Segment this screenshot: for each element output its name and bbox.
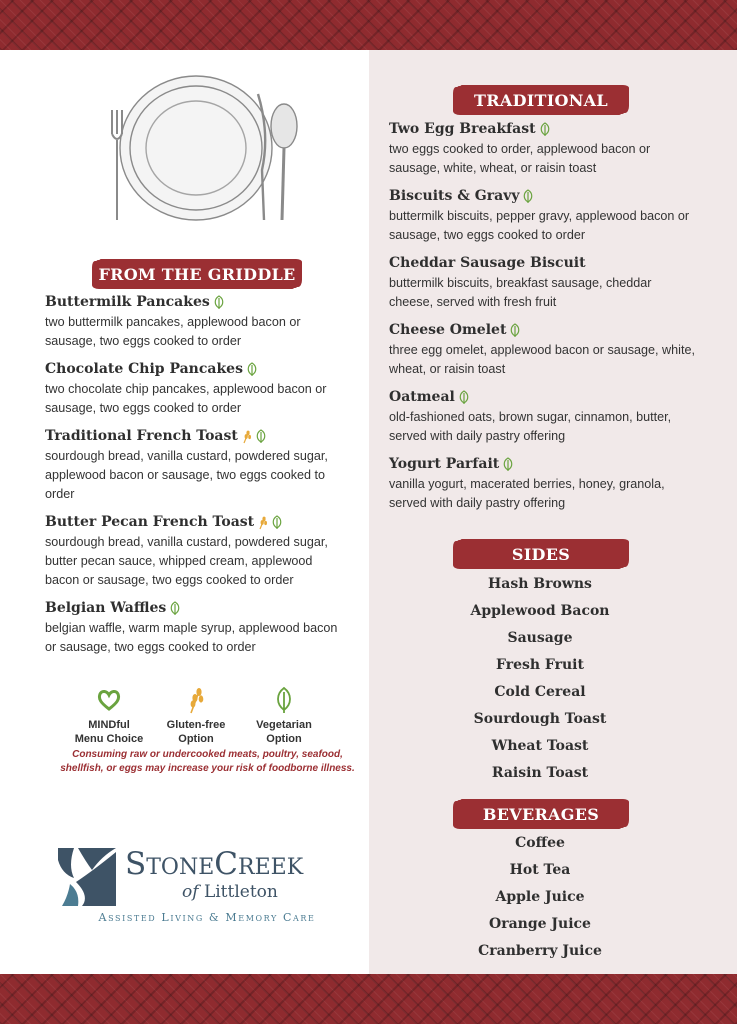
legend-line: Menu Choice [74,733,144,745]
item-name: Belgian Waffles [45,600,167,616]
logo-wordmark [125,846,345,882]
beverage-item: Orange Juice [489,916,591,932]
side-item: Raisin Toast [491,765,589,781]
item-name: Butter Pecan French Toast [45,514,255,530]
legend-line: Gluten-free [166,719,226,731]
beverages-heading: BEVERAGES [456,800,626,828]
wheat-icon [257,515,268,530]
side-item: Sourdough Toast [473,711,607,727]
logo-letter: S [125,846,147,882]
griddle-heading: FROM THE GRIDDLE [95,260,299,288]
side-item: Sausage [507,630,573,646]
traditional-heading: TRADITIONAL [456,86,626,114]
menu-item [389,387,699,446]
item-description: buttermilk biscuits, pepper gravy, applewood bacon or sausage, two eggs cooked to order [389,209,690,242]
beverages-list [400,830,680,965]
sides-list [400,571,680,787]
item-name: Cheddar Sausage Biscuit [389,255,586,271]
item-name: Biscuits & Gravy [389,188,520,204]
menu-item [389,253,699,312]
item-description: belgian waffle, warm maple syrup, applewood bacon or sausage, two eggs cooked to order [45,621,338,654]
menu-item [45,598,350,657]
menu-item [45,359,350,418]
leaf-icon [539,122,551,137]
item-name: Yogurt Parfait [389,456,500,472]
logo-letters: TONE [146,855,215,880]
disclaimer-line: shellfish, or eggs may increase your risk of foodborne illness. [60,763,355,774]
menu-item [389,320,699,379]
plate-illustration [104,74,300,230]
item-name: Traditional French Toast [45,428,238,444]
menu-item [389,119,699,178]
menu-item [45,292,350,351]
beverage-item: Apple Juice [495,889,585,905]
leaf-icon [502,457,514,472]
beverage-item: Coffee [515,835,565,851]
item-name: Two Egg Breakfast [389,121,536,137]
menu-item [45,512,350,590]
legend-line: Option [178,733,214,745]
leaf-icon [458,390,470,405]
legend-line: Option [266,733,302,745]
heart-icon [97,689,121,711]
logo-of: of [182,882,199,902]
leaf-icon [271,515,283,530]
menu-item [389,454,699,513]
legend-vegetarian [239,686,329,746]
item-description: two eggs cooked to order, applewood bacon or sausage, white, wheat, or raisin toast [389,142,651,175]
item-name: Buttermilk Pancakes [45,294,210,310]
legend-line: Vegetarian [256,719,312,731]
stonecreek-logo-mark [56,848,118,906]
side-item: Wheat Toast [491,738,589,754]
item-description: two chocolate chip pancakes, applewood bacon or sausage, two eggs cooked to order [45,382,327,415]
item-description: vanilla yogurt, macerated berries, honey, granola, served with daily pastry offering [389,477,665,510]
tagline-text: Assisted Living & Memory Care [98,911,316,924]
item-name: Cheese Omelet [389,322,507,338]
side-item: Hash Browns [488,576,592,592]
legend-line: MINDful [88,719,130,731]
logo-tagline [76,911,338,924]
item-name: Chocolate Chip Pancakes [45,361,243,377]
bottom-pattern-band [0,974,737,1024]
legend-gluten-free [151,686,241,746]
leaf-icon [246,362,258,377]
leaf-icon [275,686,293,714]
item-description: sourdough bread, vanilla custard, powdered sugar, butter pecan sauce, whipped cream, applewood bacon or sausage, two eggs cooked to order [45,535,328,587]
item-description: buttermilk biscuits, breakfast sausage, cheddar cheese, served with fresh fruit [389,276,652,309]
legend-mindful [64,686,154,746]
item-description: old-fashioned oats, brown sugar, cinnamon, butter, served with daily pastry offering [389,410,672,443]
item-description: two buttermilk pancakes, applewood bacon or sausage, two eggs cooked to order [45,315,301,348]
food-safety-disclaimer [40,748,375,776]
item-name: Oatmeal [389,389,455,405]
leaf-icon [509,323,521,338]
sides-heading: SIDES [456,540,626,568]
logo-place: Littleton [203,882,278,902]
side-item: Cold Cereal [494,684,586,700]
beverage-item: Hot Tea [509,862,571,878]
logo-letter: C [214,846,239,882]
leaf-icon [255,429,267,444]
side-item: Fresh Fruit [496,657,584,673]
logo-letters: REEK [238,855,304,880]
item-description: sourdough bread, vanilla custard, powdered sugar, applewood bacon or sausage, two eggs cooked to order [45,449,328,501]
item-description: three egg omelet, applewood bacon or sausage, white, wheat, or raisin toast [389,343,695,376]
menu-item [45,426,350,504]
leaf-icon [213,295,225,310]
disclaimer-line: Consuming raw or undercooked meats, poultry, seafood, [72,749,343,760]
menu-item [389,186,699,245]
leaf-icon [169,601,181,616]
logo-location [182,882,302,902]
side-item: Applewood Bacon [470,603,610,619]
top-pattern-band [0,0,737,50]
beverage-item: Cranberry Juice [478,943,602,959]
wheat-icon [186,686,206,714]
wheat-icon [241,429,252,444]
leaf-icon [522,189,534,204]
